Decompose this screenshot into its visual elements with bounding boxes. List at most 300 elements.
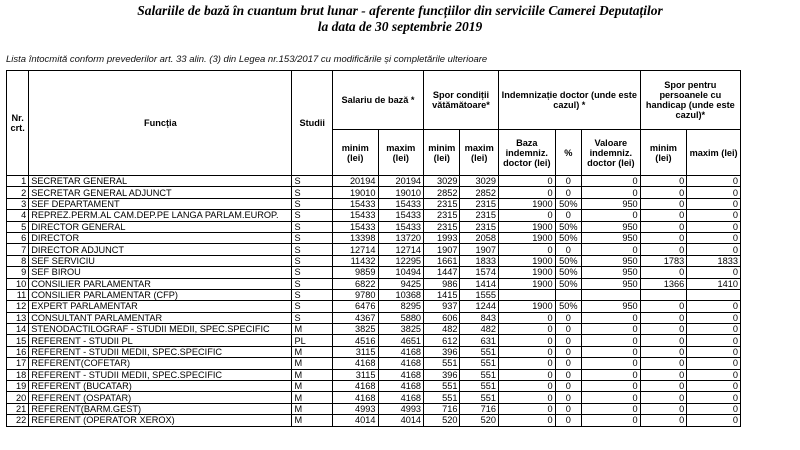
handicap-max-cell: 0: [687, 335, 741, 346]
header-spor: Spor condiții vătămătoare*: [424, 71, 499, 130]
table-row: [7, 312, 741, 323]
doctor-value-cell: 0: [581, 176, 640, 187]
salary-min-cell: 12714: [332, 244, 378, 255]
doctor-value-cell: 950: [581, 255, 640, 266]
handicap-max-cell: 0: [687, 187, 741, 198]
salary-min-cell: 4993: [332, 403, 378, 414]
handicap-min-cell: 0: [640, 392, 687, 403]
spor-min-cell: 1447: [424, 267, 460, 278]
spor-min-cell: 1993: [424, 232, 460, 243]
doctor-value-cell: 0: [581, 187, 640, 198]
handicap-min-cell: 0: [640, 358, 687, 369]
spor-min-cell: 396: [424, 346, 460, 357]
spor-max-cell: 2315: [460, 210, 498, 221]
salary-max-cell: 9425: [378, 278, 424, 289]
doctor-base-cell: 0: [498, 312, 555, 323]
salary-max-cell: 8295: [378, 301, 424, 312]
spor-max-cell: 2852: [460, 187, 498, 198]
doctor-value-cell: 950: [581, 267, 640, 278]
spor-max-cell: 716: [460, 403, 498, 414]
salary-min-cell: 13398: [332, 232, 378, 243]
doctor-base-cell: 0: [498, 187, 555, 198]
handicap-max-cell: 0: [687, 176, 741, 187]
doctor-base-cell: 0: [498, 415, 555, 426]
doctor-base-cell: 1900: [498, 278, 555, 289]
salary-min-cell: 9780: [332, 289, 378, 300]
salary-max-cell: 4993: [378, 403, 424, 414]
header-handicap-maxim: maxim (lei): [687, 130, 741, 176]
spor-max-cell: 1907: [460, 244, 498, 255]
handicap-min-cell: 0: [640, 369, 687, 380]
salary-min-cell: 4168: [332, 358, 378, 369]
function-cell: CONSULTANT PARLAMENTAR: [29, 312, 292, 323]
doctor-percent-cell: 0: [555, 210, 581, 221]
doctor-value-cell: 0: [581, 346, 640, 357]
header-studii: Studii: [292, 71, 332, 176]
row-number: 3: [7, 198, 29, 209]
salary-min-cell: 15433: [332, 210, 378, 221]
doctor-value-cell: 0: [581, 358, 640, 369]
header-salariu: Salariu de bază *: [332, 71, 423, 130]
studies-cell: S: [292, 255, 332, 266]
table-row: [7, 335, 741, 346]
doctor-base-cell: 0: [498, 358, 555, 369]
spor-min-cell: 2852: [424, 187, 460, 198]
table-row: [7, 415, 741, 426]
salary-min-cell: 3115: [332, 346, 378, 357]
doctor-percent-cell: [555, 289, 581, 300]
table-row: [7, 232, 741, 243]
table-row: [7, 369, 741, 380]
function-cell: DIRECTOR ADJUNCT: [29, 244, 292, 255]
doctor-base-cell: 1900: [498, 198, 555, 209]
handicap-min-cell: 0: [640, 198, 687, 209]
function-cell: SECRETAR GENERAL: [29, 176, 292, 187]
salary-max-cell: 15433: [378, 198, 424, 209]
spor-min-cell: 716: [424, 403, 460, 414]
doctor-value-cell: 0: [581, 415, 640, 426]
legal-note: Lista întocmită conform prevederilor art. 33 alin. (3) din Legea nr.153/2017 cu modificările și completările ulterioare: [6, 54, 488, 65]
studies-cell: M: [292, 346, 332, 357]
spor-max-cell: 551: [460, 358, 498, 369]
doctor-value-cell: 950: [581, 301, 640, 312]
doctor-value-cell: 0: [581, 403, 640, 414]
handicap-max-cell: 0: [687, 358, 741, 369]
salary-min-cell: 4168: [332, 392, 378, 403]
handicap-max-cell: [687, 289, 741, 300]
salary-max-cell: 4168: [378, 392, 424, 403]
doctor-value-cell: 0: [581, 312, 640, 323]
handicap-max-cell: 0: [687, 324, 741, 335]
salary-max-cell: 4014: [378, 415, 424, 426]
doctor-percent-cell: 0: [555, 403, 581, 414]
row-number: 20: [7, 392, 29, 403]
handicap-max-cell: 0: [687, 210, 741, 221]
salary-max-cell: 10494: [378, 267, 424, 278]
doctor-percent-cell: 0: [555, 369, 581, 380]
doctor-percent-cell: 0: [555, 415, 581, 426]
table-row: [7, 278, 741, 289]
studies-cell: S: [292, 289, 332, 300]
handicap-max-cell: 1833: [687, 255, 741, 266]
studies-cell: M: [292, 358, 332, 369]
studies-cell: M: [292, 403, 332, 414]
function-cell: REFERENT - STUDII MEDII, SPEC.SPECIFIC: [29, 346, 292, 357]
salary-max-cell: 4168: [378, 346, 424, 357]
handicap-max-cell: 0: [687, 221, 741, 232]
studies-cell: M: [292, 381, 332, 392]
doctor-percent-cell: 0: [555, 346, 581, 357]
studies-cell: M: [292, 415, 332, 426]
salary-min-cell: 3825: [332, 324, 378, 335]
doctor-base-cell: 1900: [498, 221, 555, 232]
row-number: 10: [7, 278, 29, 289]
function-cell: REFERENT (OPERATOR XEROX): [29, 415, 292, 426]
doctor-value-cell: 0: [581, 369, 640, 380]
doctor-percent-cell: 50%: [555, 267, 581, 278]
studies-cell: S: [292, 187, 332, 198]
spor-min-cell: 1415: [424, 289, 460, 300]
doctor-percent-cell: 50%: [555, 198, 581, 209]
table-row: [7, 381, 741, 392]
handicap-min-cell: 1783: [640, 255, 687, 266]
doctor-value-cell: 0: [581, 392, 640, 403]
handicap-min-cell: 0: [640, 346, 687, 357]
spor-min-cell: 937: [424, 301, 460, 312]
doctor-base-cell: 0: [498, 392, 555, 403]
handicap-min-cell: 0: [640, 415, 687, 426]
salary-max-cell: 5880: [378, 312, 424, 323]
spor-min-cell: 551: [424, 392, 460, 403]
spor-max-cell: 2315: [460, 198, 498, 209]
row-number: 19: [7, 381, 29, 392]
table-body: [7, 176, 741, 427]
spor-max-cell: 3029: [460, 176, 498, 187]
handicap-max-cell: 0: [687, 415, 741, 426]
doctor-base-cell: 0: [498, 403, 555, 414]
spor-max-cell: 520: [460, 415, 498, 426]
handicap-min-cell: 0: [640, 210, 687, 221]
salary-max-cell: 13720: [378, 232, 424, 243]
row-number: 6: [7, 232, 29, 243]
doctor-base-cell: 1900: [498, 255, 555, 266]
spor-max-cell: 1574: [460, 267, 498, 278]
row-number: 22: [7, 415, 29, 426]
salary-min-cell: 9859: [332, 267, 378, 278]
spor-min-cell: 1907: [424, 244, 460, 255]
studies-cell: PL: [292, 335, 332, 346]
row-number: 13: [7, 312, 29, 323]
doctor-percent-cell: 0: [555, 244, 581, 255]
salary-max-cell: 4168: [378, 381, 424, 392]
doctor-percent-cell: 50%: [555, 301, 581, 312]
row-number: 18: [7, 369, 29, 380]
header-spor-minim: minim (lei): [424, 130, 460, 176]
spor-min-cell: 612: [424, 335, 460, 346]
handicap-min-cell: 1366: [640, 278, 687, 289]
handicap-max-cell: 0: [687, 232, 741, 243]
spor-min-cell: 2315: [424, 221, 460, 232]
spor-min-cell: 551: [424, 381, 460, 392]
salary-max-cell: 19010: [378, 187, 424, 198]
doctor-base-cell: 0: [498, 244, 555, 255]
spor-min-cell: 520: [424, 415, 460, 426]
salary-max-cell: 12295: [378, 255, 424, 266]
doctor-percent-cell: 0: [555, 312, 581, 323]
header-procent: %: [555, 130, 581, 176]
doctor-percent-cell: 50%: [555, 232, 581, 243]
table-row: [7, 221, 741, 232]
studies-cell: M: [292, 369, 332, 380]
studies-cell: S: [292, 221, 332, 232]
function-cell: REFERENT (BUCATAR): [29, 381, 292, 392]
function-cell: REFERENT - STUDII PL: [29, 335, 292, 346]
row-number: 4: [7, 210, 29, 221]
function-cell: CONSILIER PARLAMENTAR (CFP): [29, 289, 292, 300]
header-salariu-maxim: maxim (lei): [378, 130, 424, 176]
handicap-min-cell: 0: [640, 335, 687, 346]
row-number: 12: [7, 301, 29, 312]
handicap-min-cell: 0: [640, 176, 687, 187]
doctor-base-cell: 0: [498, 176, 555, 187]
handicap-min-cell: 0: [640, 381, 687, 392]
studies-cell: S: [292, 210, 332, 221]
doctor-base-cell: 1900: [498, 232, 555, 243]
table-row: [7, 324, 741, 335]
function-cell: SEF SERVICIU: [29, 255, 292, 266]
spor-max-cell: 551: [460, 392, 498, 403]
doctor-percent-cell: 0: [555, 187, 581, 198]
row-number: 16: [7, 346, 29, 357]
header-handicap: Spor pentru persoanele cu handicap (unde este cazul)*: [640, 71, 740, 130]
handicap-min-cell: [640, 289, 687, 300]
salary-max-cell: 4168: [378, 369, 424, 380]
row-number: 9: [7, 267, 29, 278]
studies-cell: S: [292, 278, 332, 289]
row-number: 8: [7, 255, 29, 266]
spor-min-cell: 2315: [424, 210, 460, 221]
handicap-min-cell: 0: [640, 301, 687, 312]
spor-min-cell: 606: [424, 312, 460, 323]
header-functia: Funcția: [29, 71, 292, 176]
handicap-min-cell: 0: [640, 312, 687, 323]
doctor-value-cell: 950: [581, 232, 640, 243]
spor-max-cell: 482: [460, 324, 498, 335]
doctor-value-cell: 0: [581, 210, 640, 221]
spor-max-cell: 631: [460, 335, 498, 346]
row-number: 14: [7, 324, 29, 335]
salary-max-cell: 3825: [378, 324, 424, 335]
salary-max-cell: 12714: [378, 244, 424, 255]
doctor-value-cell: 0: [581, 324, 640, 335]
spor-min-cell: 1661: [424, 255, 460, 266]
handicap-max-cell: 0: [687, 312, 741, 323]
handicap-max-cell: 0: [687, 381, 741, 392]
spor-min-cell: 3029: [424, 176, 460, 187]
spor-max-cell: 2315: [460, 221, 498, 232]
doctor-value-cell: 950: [581, 278, 640, 289]
header-valoare: Valoare indemniz. doctor (lei): [581, 130, 640, 176]
handicap-min-cell: 0: [640, 232, 687, 243]
doctor-base-cell: 1900: [498, 267, 555, 278]
salary-min-cell: 19010: [332, 187, 378, 198]
function-cell: SEF DEPARTAMENT: [29, 198, 292, 209]
table-row: [7, 244, 741, 255]
document-subtitle: la data de 30 septembrie 2019: [317, 19, 483, 34]
doctor-percent-cell: 0: [555, 176, 581, 187]
doctor-percent-cell: 0: [555, 324, 581, 335]
header-salariu-minim: minim (lei): [332, 130, 378, 176]
salary-min-cell: 11432: [332, 255, 378, 266]
row-number: 17: [7, 358, 29, 369]
function-cell: SEF BIROU: [29, 267, 292, 278]
doctor-percent-cell: 50%: [555, 278, 581, 289]
salary-min-cell: 15433: [332, 198, 378, 209]
function-cell: EXPERT PARLAMENTAR: [29, 301, 292, 312]
handicap-min-cell: 0: [640, 187, 687, 198]
function-cell: CONSILIER PARLAMENTAR: [29, 278, 292, 289]
row-number: 2: [7, 187, 29, 198]
doctor-base-cell: 0: [498, 369, 555, 380]
function-cell: REFERENT - STUDII MEDII, SPEC.SPECIFIC: [29, 369, 292, 380]
function-cell: REFERENT(COFETAR): [29, 358, 292, 369]
salary-min-cell: 20194: [332, 176, 378, 187]
studies-cell: S: [292, 312, 332, 323]
function-cell: DIRECTOR: [29, 232, 292, 243]
handicap-min-cell: 0: [640, 324, 687, 335]
table-row: [7, 346, 741, 357]
handicap-min-cell: 0: [640, 267, 687, 278]
salary-min-cell: 3115: [332, 369, 378, 380]
handicap-max-cell: 0: [687, 369, 741, 380]
salary-min-cell: 6822: [332, 278, 378, 289]
doctor-base-cell: 0: [498, 335, 555, 346]
table-row: [7, 358, 741, 369]
handicap-min-cell: 0: [640, 244, 687, 255]
spor-max-cell: 1833: [460, 255, 498, 266]
spor-max-cell: 843: [460, 312, 498, 323]
header-baza: Baza indemniz. doctor (lei): [498, 130, 555, 176]
spor-min-cell: 986: [424, 278, 460, 289]
spor-min-cell: 482: [424, 324, 460, 335]
doctor-value-cell: 950: [581, 198, 640, 209]
row-number: 5: [7, 221, 29, 232]
spor-max-cell: 1414: [460, 278, 498, 289]
studies-cell: S: [292, 232, 332, 243]
spor-min-cell: 396: [424, 369, 460, 380]
handicap-max-cell: 0: [687, 244, 741, 255]
salary-max-cell: 10368: [378, 289, 424, 300]
doctor-value-cell: 950: [581, 221, 640, 232]
studies-cell: S: [292, 267, 332, 278]
table-row: [7, 255, 741, 266]
document-title: Salariile de bază în cuantum brut lunar - aferente funcțiilor din serviciile Camerei Deputaților: [137, 3, 663, 18]
doctor-percent-cell: 0: [555, 335, 581, 346]
doctor-base-cell: [498, 289, 555, 300]
salary-min-cell: 4367: [332, 312, 378, 323]
studies-cell: M: [292, 324, 332, 335]
row-number: 1: [7, 176, 29, 187]
handicap-max-cell: 0: [687, 198, 741, 209]
doctor-base-cell: 1900: [498, 301, 555, 312]
doctor-base-cell: 0: [498, 381, 555, 392]
studies-cell: S: [292, 198, 332, 209]
function-cell: DIRECTOR GENERAL: [29, 221, 292, 232]
table-row: [7, 403, 741, 414]
doctor-percent-cell: 50%: [555, 221, 581, 232]
function-cell: REPREZ.PERM.AL CAM.DEP.PE LANGA PARLAM.EUROP.: [29, 210, 292, 221]
salary-table: [6, 70, 741, 427]
spor-max-cell: 551: [460, 346, 498, 357]
salary-min-cell: 4516: [332, 335, 378, 346]
doctor-base-cell: 0: [498, 210, 555, 221]
function-cell: REFERENT (OSPATAR): [29, 392, 292, 403]
table-row: [7, 301, 741, 312]
handicap-max-cell: 0: [687, 392, 741, 403]
doctor-percent-cell: 0: [555, 381, 581, 392]
spor-min-cell: 2315: [424, 198, 460, 209]
salary-min-cell: 4168: [332, 381, 378, 392]
header-spor-maxim: maxim (lei): [460, 130, 498, 176]
header-nr: Nr. crt.: [7, 71, 29, 176]
studies-cell: S: [292, 301, 332, 312]
table-row: [7, 210, 741, 221]
handicap-max-cell: 0: [687, 301, 741, 312]
function-cell: SECRETAR GENERAL ADJUNCT: [29, 187, 292, 198]
header-handicap-minim: minim (lei): [640, 130, 687, 176]
spor-max-cell: 551: [460, 369, 498, 380]
studies-cell: M: [292, 392, 332, 403]
salary-max-cell: 20194: [378, 176, 424, 187]
spor-max-cell: 1555: [460, 289, 498, 300]
handicap-max-cell: 1410: [687, 278, 741, 289]
salary-max-cell: 15433: [378, 210, 424, 221]
table-row: [7, 187, 741, 198]
row-number: 11: [7, 289, 29, 300]
salary-min-cell: 15433: [332, 221, 378, 232]
handicap-max-cell: 0: [687, 403, 741, 414]
spor-max-cell: 1244: [460, 301, 498, 312]
doctor-percent-cell: 0: [555, 358, 581, 369]
handicap-min-cell: 0: [640, 403, 687, 414]
spor-max-cell: 551: [460, 381, 498, 392]
function-cell: REFERENT(BARM.GEST): [29, 403, 292, 414]
salary-min-cell: 6476: [332, 301, 378, 312]
spor-min-cell: 551: [424, 358, 460, 369]
doctor-percent-cell: 0: [555, 392, 581, 403]
spor-max-cell: 2058: [460, 232, 498, 243]
table-row: [7, 176, 741, 187]
salary-max-cell: 4168: [378, 358, 424, 369]
row-number: 21: [7, 403, 29, 414]
row-number: 7: [7, 244, 29, 255]
function-cell: STENODACTILOGRAF - STUDII MEDII, SPEC.SPECIFIC: [29, 324, 292, 335]
doctor-value-cell: 0: [581, 381, 640, 392]
table-row: [7, 392, 741, 403]
salary-min-cell: 4014: [332, 415, 378, 426]
doctor-value-cell: [581, 289, 640, 300]
table-row: [7, 198, 741, 209]
studies-cell: S: [292, 176, 332, 187]
header-indemnizatie: Indemnizație doctor (unde este cazul) *: [498, 71, 640, 130]
salary-max-cell: 15433: [378, 221, 424, 232]
row-number: 15: [7, 335, 29, 346]
studies-cell: S: [292, 244, 332, 255]
table-row: [7, 289, 741, 300]
handicap-max-cell: 0: [687, 346, 741, 357]
doctor-base-cell: 0: [498, 324, 555, 335]
doctor-percent-cell: 50%: [555, 255, 581, 266]
